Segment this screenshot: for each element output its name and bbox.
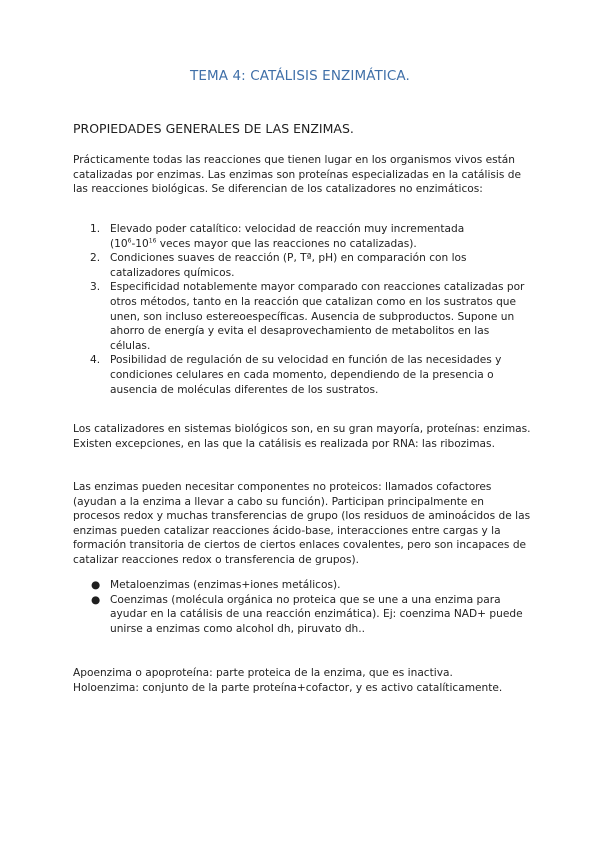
list-number: 4.: [90, 354, 101, 367]
superscript: 16: [148, 237, 157, 245]
bullet-icon: ●: [91, 593, 101, 606]
catalysts-paragraph: Los catalizadores en sistemas biológicos son, en su gran mayoría, proteínas: enzimas. Existen excepciones, en las que la catálisis es realizada por RNA: las ribozimas.: [73, 423, 531, 450]
list-item-text: Elevado poder catalítico: velocidad de reacción muy incrementada ($10^6-10^{16}$ veces mayor que las reacciones no catalizadas).: [110, 223, 465, 250]
list-item-text: Especificidad notablemente mayor comparado con reacciones catalizadas por otros métodos, tanto en la reacción que catalizan como en los sustratos que unen, son incluso estereoespecíficas. Ausencia de subproductos. Supone un ahorro de energía y evita el desaprovechamiento de metabolitos en las células.: [110, 281, 525, 352]
cofactors-paragraph: Las enzimas pueden necesitar componentes no proteicos: llamados cofactores (ayudan a la enzima a llevar a cabo su función). Participan principalmente en procesos redox y muchas transferencias de grupo (los residuos de aminoácidos de las enzimas pueden catalizar reacciones ácido-base, interacciones entre cargas y la formación transitoria de ciertos de ciertos enlaces covalentes, pero son incapaces de catalizar reacciones redox o transferencia de grupos).: [73, 481, 531, 566]
superscript: 6: [127, 237, 132, 245]
list-item-text: Metaloenzimas (enzimas+iones metálicos).: [110, 579, 341, 591]
list-item: [90, 251, 530, 280]
document-title: TEMA 4: CATÁLISIS ENZIMÁTICA.: [190, 68, 410, 84]
list-item: [90, 280, 530, 353]
apoenzyme-definition: Apoenzima o apoproteína: parte proteica de la enzima, que es inactiva.: [73, 667, 453, 679]
bullet-list: [90, 578, 530, 636]
list-item-text: Coenzimas (molécula orgánica no proteica que se une a una enzima para ayudar en la catálisis de una reacción enzimática). Ej: coenzima NAD+ puede unirse a enzimas como alcohol dh, piruvato dh..: [110, 593, 523, 635]
list-item-text: Condiciones suaves de reacción (P, Tª, pH) en comparación con los catalizadores químicos.: [110, 252, 467, 279]
holoenzyme-definition: Holoenzima: conjunto de la parte proteína+cofactor, y es activo catalíticamente.: [73, 681, 503, 694]
definitions-paragraph: [73, 666, 533, 695]
intro-paragraph: Prácticamente todas las reacciones que tienen lugar en los organismos vivos están catalizadas por enzimas. Las enzimas son proteínas especializadas en la catálisis de las reacciones biológicas. Se diferencian de los catalizadores no enzimáticos:: [73, 154, 521, 196]
list-number: 3.: [90, 281, 101, 294]
list-item-text: Posibilidad de regulación de su velocidad en función de las necesidades y condiciones celulares en cada momento, dependiendo de la presencia o ausencia de moléculas diferentes de los sustratos.: [110, 354, 502, 396]
list-item: [90, 593, 530, 637]
list-number: 1.: [90, 223, 101, 235]
list-item: [90, 578, 530, 593]
list-item: [90, 353, 530, 397]
numbered-list: [90, 222, 530, 397]
list-item: [90, 222, 530, 251]
section-heading: PROPIEDADES GENERALES DE LAS ENZIMAS.: [73, 121, 354, 136]
list-number: 2.: [90, 252, 101, 265]
bullet-icon: ●: [91, 579, 101, 591]
